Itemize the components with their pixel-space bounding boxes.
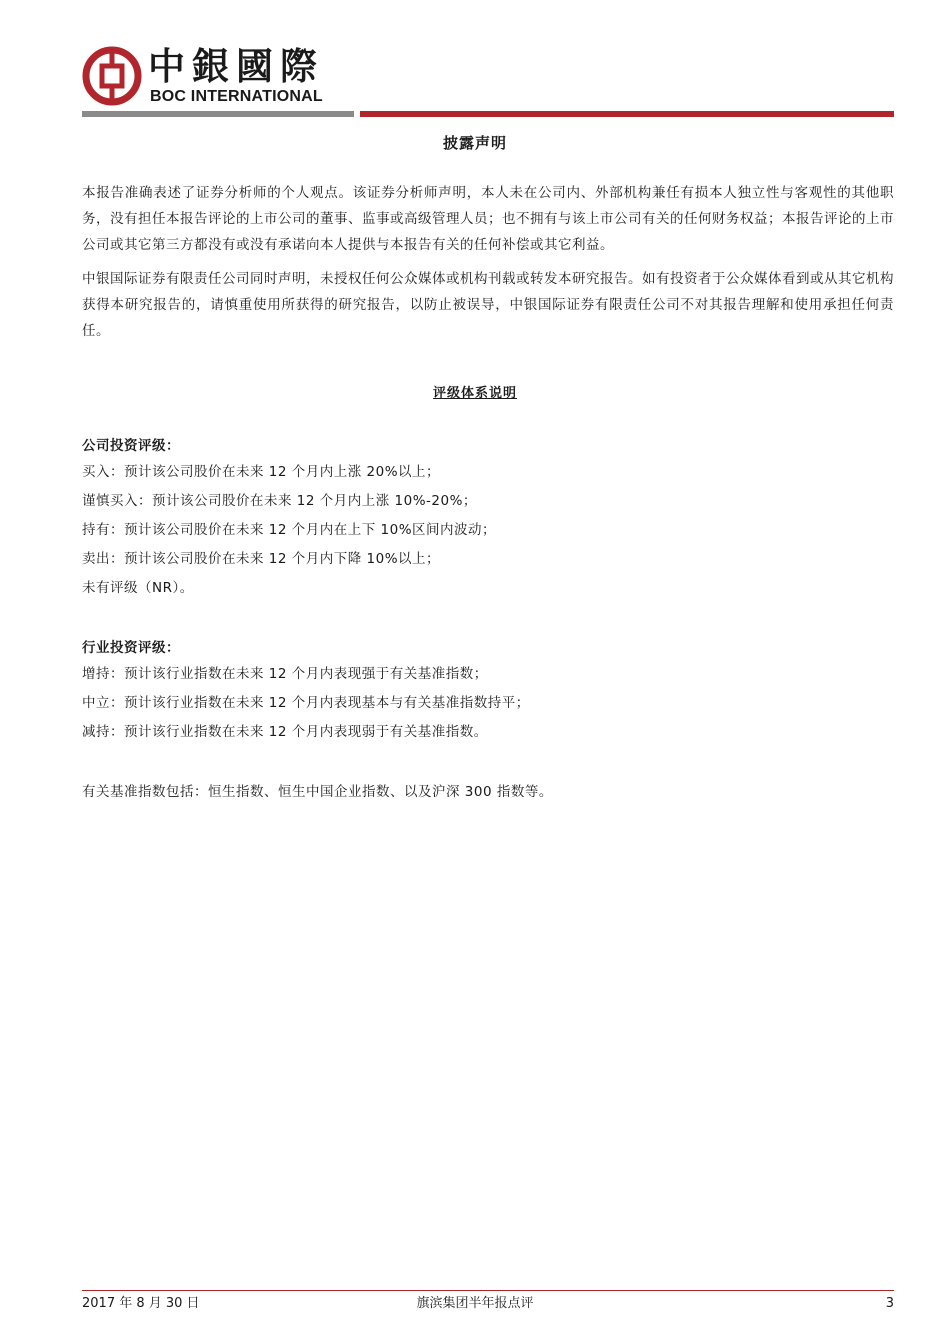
list-item: 中立：预计该行业指数在未来 12 个月内表现基本与有关基准指数持平；: [82, 695, 530, 711]
industry-rating-heading: 行业投资评级：: [82, 640, 180, 656]
footer-report-title: 旗滨集团半年报点评: [416, 1296, 534, 1311]
industry-rating-list: [82, 660, 894, 747]
company-rating-heading: 公司投资评级：: [82, 438, 180, 454]
page-number: 3: [885, 1296, 894, 1311]
logo-chinese-name: 中銀國際: [148, 44, 324, 88]
benchmark-note: 有关基准指数包括：恒生指数、恒生中国企业指数、以及沪深 300 指数等。: [82, 784, 553, 800]
disclosure-paragraph-1: 本报告准确表述了证券分析师的个人观点。该证券分析师声明，本人未在公司内、外部机构兼任有损本人独立性与客观性的其他职务，没有担任本报告评论的上市公司的董事、监事或高级管理人员；也不拥有与该上市公司有关的任何财务权益；本报告评论的上市公司或其它第三方都没有或没有承诺向本人提供与本报告有关的任何补偿或其它利益。: [82, 185, 894, 253]
footer-rule: [82, 1290, 894, 1291]
logo-english-name: BOC INTERNATIONAL: [150, 88, 323, 105]
header-rule-red: [360, 111, 894, 117]
list-item: 持有：预计该公司股价在未来 12 个月内在上下 10%区间内波动；: [82, 522, 497, 538]
boc-logo-icon: [82, 46, 142, 106]
disclosure-title: 披露声明: [442, 134, 507, 152]
list-item: 谨慎买入：预计该公司股价在未来 12 个月内上涨 10%-20%；: [82, 493, 477, 509]
list-item: 未有评级（NR）。: [82, 580, 194, 596]
disclosure-paragraph-2: 中银国际证券有限责任公司同时声明，未授权任何公众媒体或机构刊载或转发本研究报告。如有投资者于公众媒体看到或从其它机构获得本研究报告的，请慎重使用所获得的研究报告，以防止被误导，中银国际证券有限责任公司不对其报告理解和使用承担任何责任。: [82, 271, 894, 339]
company-rating-list: [82, 458, 894, 603]
list-item: 减持：预计该行业指数在未来 12 个月内表现弱于有关基准指数。: [82, 724, 488, 740]
list-item: 增持：预计该行业指数在未来 12 个月内表现强于有关基准指数；: [82, 666, 488, 682]
footer-date: 2017 年 8 月 30 日: [82, 1296, 200, 1311]
header-rule-grey: [82, 111, 354, 117]
list-item: 卖出：预计该公司股价在未来 12 个月内下降 10%以上；: [82, 551, 441, 567]
list-item: 买入：预计该公司股价在未来 12 个月内上涨 20%以上；: [82, 464, 441, 480]
boc-international-logo: [82, 44, 362, 108]
rating-system-title: 评级体系说明: [432, 386, 517, 401]
